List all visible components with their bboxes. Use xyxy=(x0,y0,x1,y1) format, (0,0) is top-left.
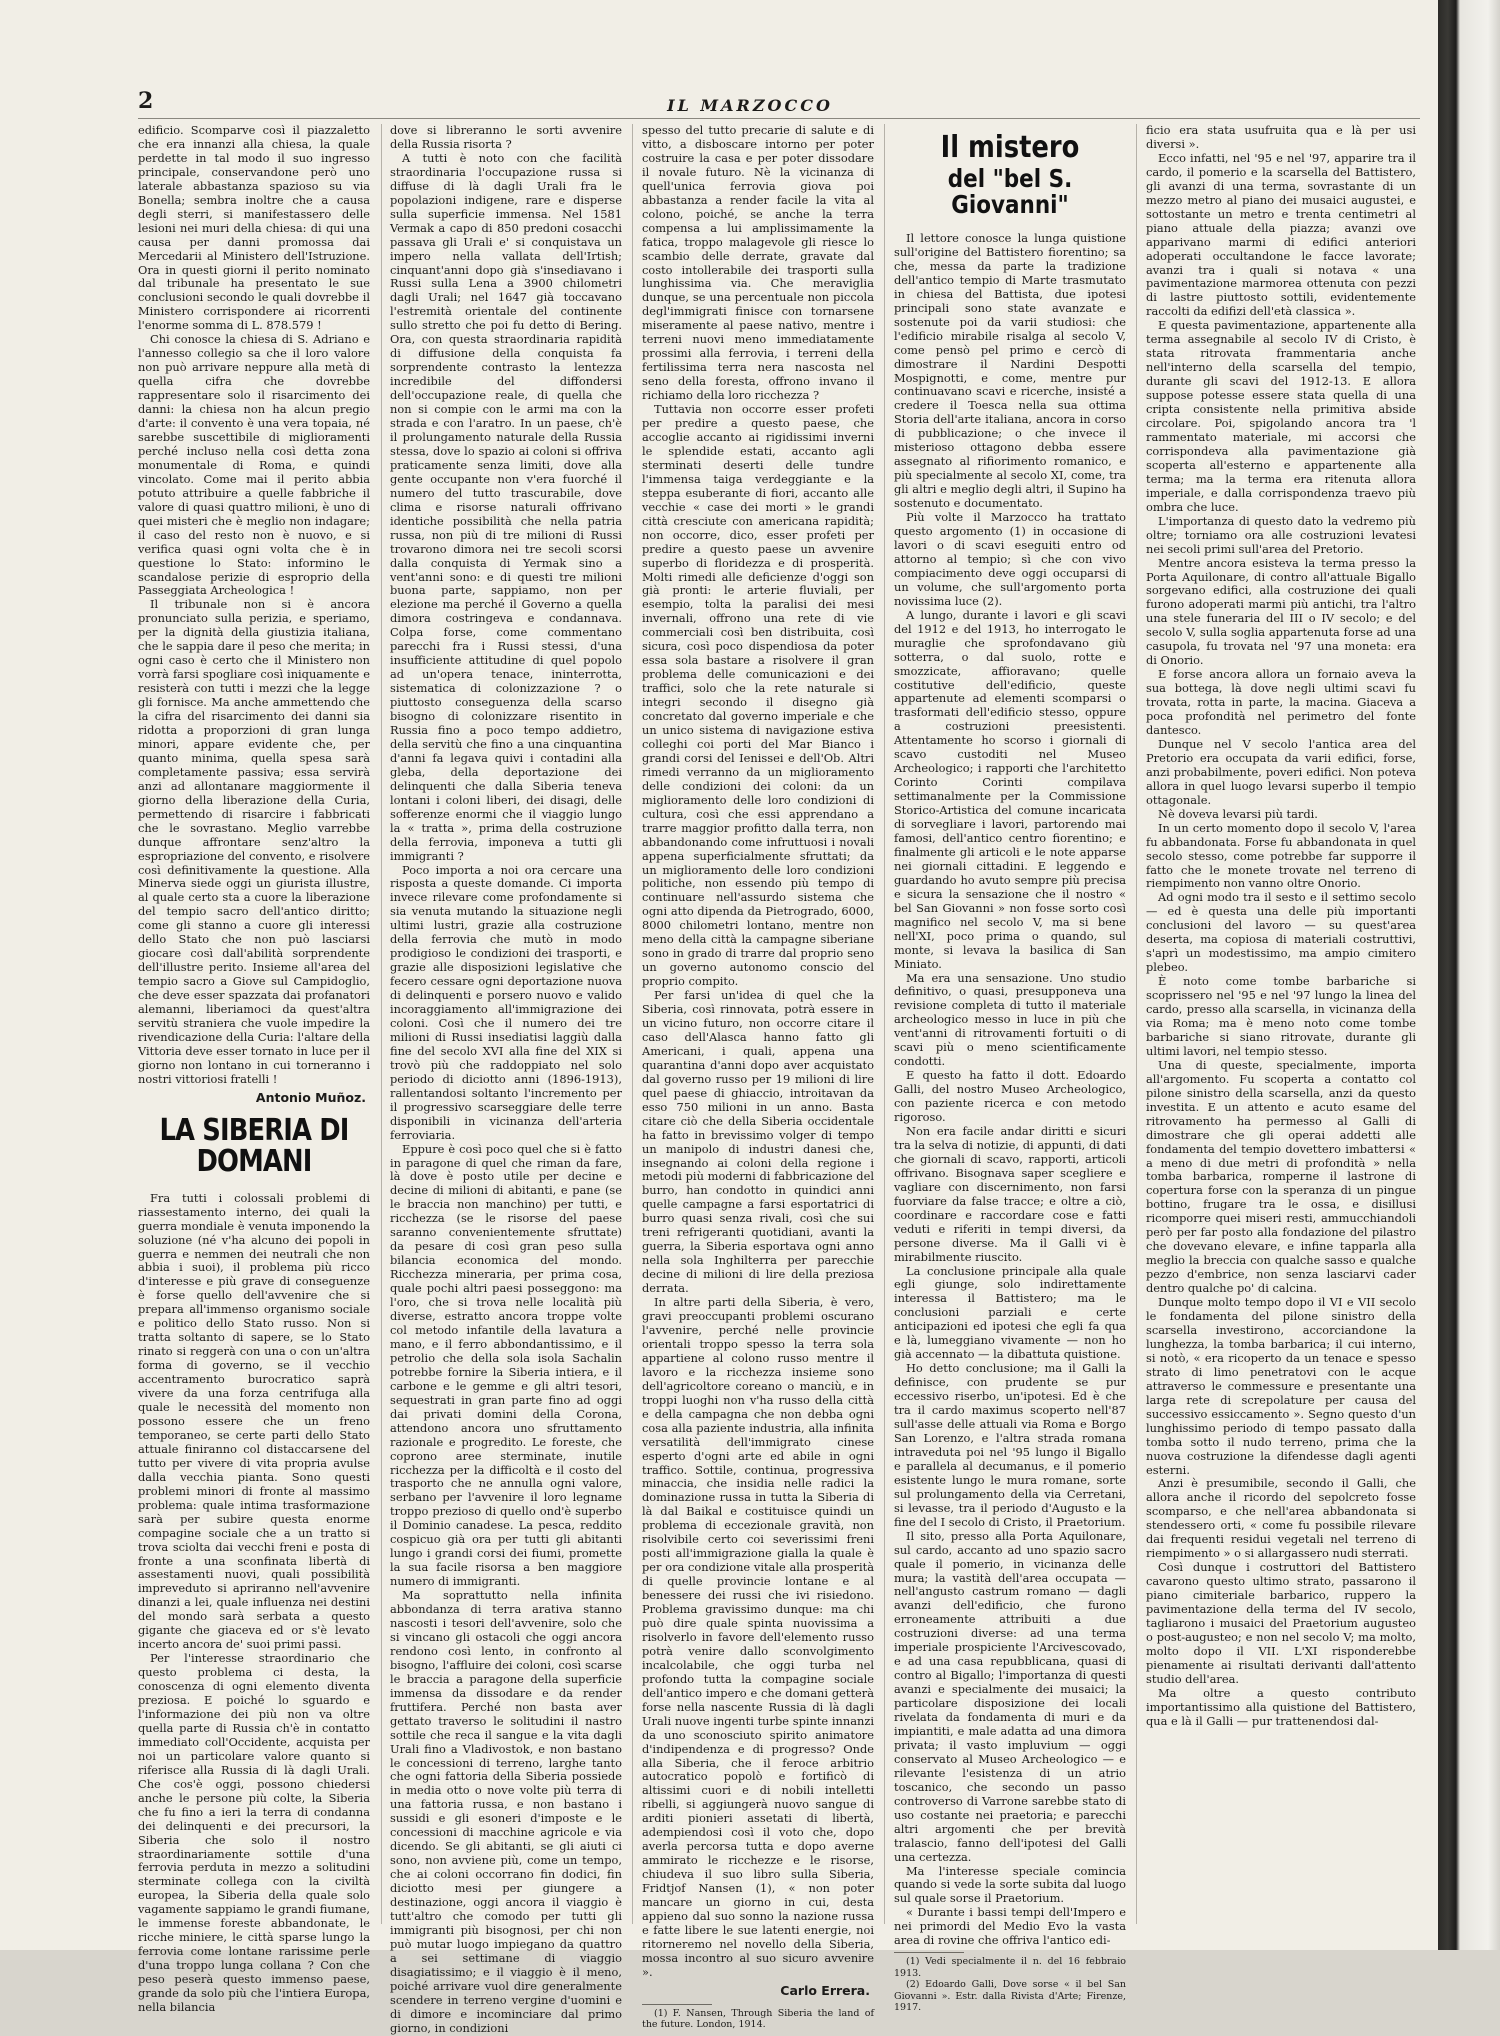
paragraph: E questo ha fatto il dott. Edoardo Galli, del nostro Museo Archeologico, con paziente ricerca e con metodo rigoroso. xyxy=(894,1068,1126,1125)
paragraph: Per farsi un'idea di quel che la Siberia, così rinnovata, potrà essere in un vicino futuro, non occorre citare il caso dell'Alasca hanno fatto gli Americani, i quali, appena una quarantina d'anni dopo aver acquistato dal governo russo per 19 milioni di lire quel paese di ghiaccio, introitavan da esso 750 milioni in un anno. Basta citare ciò che della Siberia occidentale ha fatto in brevissimo volger di tempo un manipolo di industri danesi che, insegnando ai coloni della regione i metodi più moderni di fabbricazione del burro, han condotto in quindici anni quelle campagne a farsi esportatrici di burro quasi senza rivali, così che sui treni refrigeranti quotidiani, avanti la guerra, la Siberia esportava ogni anno nella sola Inghilterra per parecchie decine di milioni di lire della preziosa derrata. xyxy=(642,988,874,1296)
paragraph: Il lettore conosce la lunga quistione sull'origine del Battistero fiorentino; sa che, messa da parte la tradizione dell'antico tempio di Marte trasmutato in chiesa del Battista, due ipotesi principali sono state avanzate e sostenute poi da varii studiosi: che l'edificio mirabile risalga al secolo V, come pensò pel primo e cercò di dimostrare il Nardini Despotti Mospignotti, e come, mentre pur continuavano scavi e ricerche, insisté a credere il Toesca nella sua ottima Storia dell'arte italiana, ancora in corso di pubblicazione; o che invece il misterioso ottagono debba essere assegnato al rifiorimento romanico, e più specialmente al secolo XI, come, tra gli altri e meglio degli altri, il Supino ha sostenuto e documentato. xyxy=(894,231,1126,511)
paragraph: Fra tutti i colossali problemi di riassestamento interno, dei quali la guerra mondiale è venuta imponendo la soluzione (né v'ha alcuno dei popoli in guerra e nemmen dei neutrali che non abbia i suoi), il problema più ricco d'interesse e più grave di conseguenze è forse quello dell'avvenire che si prepara all'immenso organismo sociale e politico dello Stato russo. Non si tratta soltanto di sapere, se lo Stato rinato si reggerà con una o con un'altra forma di governo, se il vecchio accentramento burocratico saprà vivere da una forza centrifuga alla quale le necessità del momento non possono essere che un freno temporaneo, se certe parti dello Stato attuale finiranno col distaccarsene del tutto per vivere di vita propria avulse dalla vecchia pianta. Sono questi problemi minori di fronte al massimo problema: quale intima trasformazione sarà per subire questa enorme compagine sociale che a un tratto si trova sciolta dai vecchi freni e posta di fronte a una sconfinata libertà di assestamenti nuovi, quali possibilità impreveduto si apriranno nell'avvenire dinanzi a lei, quale influenza nei destini del mondo sarà serbata a questo gigante che giaceva ed or s'è levato incerto ancora de' suoi primi passi. xyxy=(138,1190,370,1652)
column-divider xyxy=(632,124,633,1924)
paragraph: Il tribunale non si è ancora pronunciato sulla perizia, e speriamo, per la dignità della giustizia italiana, che le sappia dare il peso che merita; in ogni caso è certo che il Ministero non vorrà farsi spogliare così iniquamente e resisterà con tutti i mezzi che la legge gli fornisce. Ma anche ammettendo che la cifra del risarcimento dei danni sia ridotta a proporzioni di gran lunga minori, appare evidente che, per quanto minima, quella spesa sarà completamente passiva; essa servirà anzi ad allontanare maggiormente il giorno della liberazione della Curia, permettendo di risarcire i fabbricati che le sovrastano. Meglio varrebbe dunque affrontare senz'altro la espropriazione del convento, e risolvere così definitivamente la questione. Alla Minerva siede oggi un giurista illustre, al quale certo sta a cuore la liberazione del tempio sacro dell'antico diritto; come gli stanno a cuore gli interessi dello Stato che non può lasciarsi giocare così dall'abilità sorprendente dell'illustre perito. Insieme all'area del tempio sacro a Giove sul Campidoglio, che deve esser spazzata dai profanatori alemanni, liberiamoci da quest'altra servitù straniera che vuole impedire la rivendicazione della Curia: l'altare della Vittoria deve esser tornato in luce per il giorno non lontano in cui torneranno i nostri vittoriosi fratelli ! xyxy=(138,597,370,1086)
paragraph: Il sito, presso alla Porta Aquilonare, sul cardo, accanto ad uno spazio sacro quale il pomerio, in vicinanza delle mura; la vastità dell'area occupata — nell'angusto castrum romano — dagli avanzi dell'edificio, che furono erroneamente attribuiti a due costruzioni diverse: ad una terma imperiale prospiciente l'Arcivescovado, e ad una casa repubblicana, quasi di contro al Bigallo; l'importanza di questi avanzi e specialmente dei musaici; la particolare disposizione dei locali rivelata da fondamenta di muri e da impiantiti, e male adatta ad una dimora privata; il vasto impluvium — oggi conservato al Museo Archeologico — e rilevante l'esistenza di un atrio toscanico, che secondo un passo controverso di Varrone sarebbe stato di uso costante nei praetoria; e parecchi altri argomenti che per brevità tralascio, fanno dell'ipotesi del Galli una certezza. xyxy=(894,1528,1126,1864)
column-divider xyxy=(1136,124,1137,1924)
paragraph: Mentre ancora esisteva la terma presso la Porta Aquilonare, di contro all'attuale Bigallo sorgevano edifici, alla costruzione dei quali furono adoperati marmi più antichi, tra l'altro una stele funeraria del III o IV secolo; e del secolo V, sulla soglia appartenuta forse ad una casupola, fu trovata nel '97 una moneta: era di Onorio. xyxy=(1146,555,1416,668)
paragraph: E questa pavimentazione, appartenente alla terma assegnabile al secolo IV di Cristo, è stata ritrovata frammentaria anche nell'interno della scarsella del tempio, durante gli scavi del 1912-13. E allora suppose potesse essere stata quella di una cripta consistente nella primitiva abside circolare. Poi, spigolando ancora tra 'l rammentato materiale, mi accorsi che corrispondeva alla pavimentazione già scoperta all'esterno e appartenente alla terma; ma la terma era ritenuta allora imperiale, e dalla corrispondenza traevo più ombra che luce. xyxy=(1146,318,1416,514)
paragraph: Dunque molto tempo dopo il VI e VII secolo le fondamenta del pilone sinistro della scarsella investirono, accorciandone la lunghezza, la tomba barbarica; il cui interno, si notò, « era ricoperto da un tenace e spesso strato di limo penetratovi con le acque attraverso le commessure e presentante una larga rete di screpolature per causa del successivo essiccamento ». Segno questo d'un lunghissimo periodo di tempo passato dalla tomba sotto il nudo terreno, prima che la nuova costruzione la difendesse dagli agenti esterni. xyxy=(1146,1295,1416,1477)
paragraph: A lungo, durante i lavori e gli scavi del 1912 e del 1913, ho interrogato le muraglie che sprofondavano giù sotterra, o dal suolo, rotte e smozzicate, affioravano; quelle costitutive dell'edificio, queste appartenute ad elementi scomparsi o trasformati dell'edificio stesso, oppure a costruzioni preesistenti. Attentamente ho scorso i giornali di scavo custoditi nel Museo Archeologico; i rapporti che l'architetto Corinto Corinti compilava settimanalmente per la Commissione Storico-Artistica del comune incaricata di sorvegliare i lavori, partorendo mai famosi, dell'antico centro fiorentino; e finalmente gli articoli e le note apparse nei giornali cittadini. E leggendo e guardando ho avuto sempre più precisa e sicura la sensazione che il nostro « bel San Giovanni » non fosse sorto così magnifico nel secolo V, ma si bene nell'XI, poco prima o quando, sul monte, si levava la basilica di San Miniato. xyxy=(894,607,1126,971)
paragraph: ficio era stata usufruita qua e là per usi diversi ». xyxy=(1146,123,1416,151)
paragraph: Ma soprattutto nella infinita abbondanza di terra arativa stanno nascosti i tesori dell'avvenire, solo che si vincano gli ostacoli che oggi ancora rendono così lento, in confronto al bisogno, l'affluire dei coloni, così scarse le braccia a paragone della superficie immensa da dissodare e da render fruttifera. Perché non basta aver gettato traverso le solitudini il nastro sottile che reca il sangue e la vita dagli Urali fino a Vladivostok, e non bastano le concessioni di terreno, larghe tanto che ogni fattoria della Siberia possiede in media otto o nove volte più terra di una fattoria russa, e non bastano i sussidi e gli esoneri d'imposte e le concessioni di macchine agricole e via dicendo. Se gli abitanti, se gli aiuti ci sono, non avviene più, come un tempo, che ai coloni occorrano fin dodici, fin diciotto mesi per giungere a destinazione, oggi ancora il viaggio è tutt'altro che comodo per tutti gli immigranti più bisognosi, per chi non può mutar luogo impiegano da quattro a sei settimane di viaggio disagiatissimo; e il viaggio è il meno, poiché arrivare vuol dire generalmente scendere in terreno vergine d'uomini e di dimore e incominciare dal primo giorno, in condizioni xyxy=(390,1588,622,2035)
paragraph: Nè doveva levarsi più tardi. xyxy=(1158,806,1318,821)
paragraph: spesso del tutto precarie di salute e di vitto, a disboscare intorno per poter costruire la casa e per poter dissodare il novale futuro. Nè la vicinanza di quell'unica ferrovia giova poi abbastanza a render facile la vita al colono, poiché, se anche la terra compensa a lui amplissimamente la fatica, troppo malagevole gli riesce lo scambio delle derrate, gravate dal costo intollerabile dei trasporti sulla lunghissima via. Che meraviglia dunque, se una percentuale non piccola degl'immigrati finisce con tornarsene miseramente al paese nativo, mentre i terreni nuovi meno immediatamente prossimi alla ferrovia, i terreni della fertilissima terra nera nascosta nel seno della foresta, offrono invano il richiamo della loro ricchezza ? xyxy=(642,123,874,403)
book-binding-edge xyxy=(1438,0,1500,1950)
footnote: (1) F. Nansen, Through Siberia the land of the future. London, 1914. xyxy=(642,2007,874,2031)
paragraph: Ma era una sensazione. Uno studio definitivo, o quasi, presupponeva una revisione completa di tutto il materiale archeologico messo in luce in più che vent'anni di ritrovamenti fortuiti o di scavi più o meno scientificamente condotti. xyxy=(894,970,1126,1069)
column-divider xyxy=(884,124,885,1924)
paragraph: L'importanza di questo dato la vedremo più oltre; torniamo ora alle costruzioni levatesi nei secoli primi sull'area del Pretorio. xyxy=(1146,513,1416,556)
paragraph: Ecco infatti, nel '95 e nel '97, apparire tra il cardo, il pomerio e la scarsella del Battistero, gli avanzi di una terma, sovrastante di un mezzo metro al piano dei musaici augustei, e sottostante un metro e trenta centimetri al piano attuale della piazza; avanzi ove apparivano marmi di edifici anteriori adoperati occultandone le facce lavorate; avanzi tra i quali si notava « una pavimentazione marmorea ottenuta con pezzi di lastre piuttosto sottili, evidentemente raccolti da edifizi dell'età classica ». xyxy=(1146,150,1416,319)
footnote: (2) Edoardo Galli, Dove sorse « il bel San Giovanni ». Estr. dalla Rivista d'Arte; Firenze, 1917. xyxy=(894,1979,1126,2014)
paragraph: Anzi è presumibile, secondo il Galli, che allora anche il ricordo del sepolcreto fosse scomparso, e che nell'area abbandonata si stendessero orti, « come fu possibile rilevare dai frequenti residui vegetali nel terreno di riempimento » o si allargassero nudi sterrati. xyxy=(1146,1476,1416,1561)
article-headline: LA SIBERIA DI DOMANI xyxy=(159,1112,349,1180)
paragraph: E forse ancora allora un fornaio aveva la sua bottega, là dove negli ultimi scavi fu trovata, rotta in parte, la macina. Giaceva a poca profondità nel perimetro del fonte dantesco. xyxy=(1146,667,1416,737)
article-headline: Il mistero xyxy=(940,130,1080,165)
column-1 xyxy=(138,123,370,2014)
footnote-rule xyxy=(642,2004,712,2005)
column-4 xyxy=(894,124,1126,2014)
article-signature: Antonio Muñoz. xyxy=(255,1089,366,1105)
paragraph: In un certo momento dopo il secolo V, l'area fu abbandonata. Forse fu abbandonata in quel secolo stesso, come potrebbe far supporre il fatto che le monete trovate nel terreno di riempimento non vanno oltre Onorio. xyxy=(1146,820,1416,891)
paragraph: Dunque nel V secolo l'antica area del Pretorio era occupata da varii edifici, forse, anzi probabilmente, poveri edifici. Non poteva allora in quel luogo levarsi superbo il tempio ottagonale. xyxy=(1146,736,1416,807)
paragraph: Non era facile andar diritti e sicuri tra la selva di notizie, di appunti, di dati che giornali di scavo, rapporti, articoli offrivano. Bisognava saper scegliere e vagliare con discernimento, non farsi fuorviare da false tracce; e oltre a ciò, coordinare e raccordare cose e fatti veduti e riferiti in tempi diversi, da persone diverse. Ma il Galli vi è mirabilmente riuscito. xyxy=(894,1124,1126,1264)
paragraph: Ad ogni modo tra il sesto e il settimo secolo — ed è questa una delle più importanti conclusioni del lavoro — su quest'area deserta, ma copiosa di materiali costruttivi, s'aprì un modestissimo, ma ampio cimitero plebeo. xyxy=(1146,890,1416,975)
paragraph: Ho detto conclusione; ma il Galli la definisce, con prudente se pur eccessivo riserbo, un'ipotesi. Ed è che tra il cardo maximus scoperto nell'87 sull'asse delle attuali via Roma e Borgo San Lorenzo, e l'altra strada romana intraveduta poi nel '95 lungo il Bigallo e parallela al decumanus, e il pomerio esistente lungo le mura romane, sorte sul prolungamento della via Cerretani, si levasse, tra il periodo d'Augusto e la fine del I secolo di Cristo, il Praetorium. xyxy=(894,1361,1126,1529)
masthead: IL MARZOCCO xyxy=(667,96,833,115)
paragraph: Per l'interesse straordinario che questo problema ci desta, la conoscenza di ogni elemento diventa preziosa. E poiché lo sguardo e l'informazione dei più non va oltre quella parte di Russia ch'è in contatto immediato coll'Occidente, acquista per noi un particolare valore quanto si riferisce alla Russia di là dagli Urali. Che cos'è oggi, possono chiedersi anche le persone più colte, la Siberia che fu fino a ieri la terra di condanna dei delinquenti e dei precursori, la Siberia che solo il nostro straordinariamente sottile d'una ferrovia perduta in mezzo a solitudini sterminate collega con la civiltà europea, la Siberia della quale solo vagamente sappiamo le grandi fiumane, le immense foreste abbandonate, le ricche miniere, le città sparse lungo la ferrovia come lontane rarissime perle d'una troppo lunga collana ? Con che peso peserà questo immenso paese, grande da solo più che l'intiera Europa, nella bilancia xyxy=(138,1651,370,2014)
column-2 xyxy=(390,123,622,2035)
paragraph: La conclusione principale alla quale egli giunge, solo indirettamente interessa il Battistero; ma le conclusioni parziali e certe anticipazioni ed ipotesi che egli fa qua e là, lumeggiano vivamente — non ho già accennato — la dibattuta quistione. xyxy=(894,1263,1126,1362)
article-subheadline: del "bel S. Giovanni" xyxy=(947,163,1073,219)
paragraph: A tutti è noto con che facilità straordinaria l'occupazione russa si diffuse di là dagli Urali fra le popolazioni indigene, rare e disperse sulla superficie immensa. Nel 1581 Vermak a capo di 850 predoni cosacchi passava gli Urali e' si conquistava un impero nella vallata dell'Irtish; cinquant'anni dopo già s'insediavano i Russi sulla Lena a 3900 chilometri dagli Urali; nel 1647 già toccavano l'estremità orientale del continente sullo stretto che poi fu detto di Bering. Ora, con questa straordinaria rapidità di diffusione della conquista fa sorprendente contrasto la lentezza incredibile del diffondersi dell'occupazione reale, di quella che non si compie con le armi ma con la strada e con l'aratro. In un paese, ch'è il prolungamento naturale della Russia stessa, dove lo spazio ai coloni si offriva praticamente senza limiti, dove alla gente occupante non v'era fuorché il numero del tutto trascurabile, dove clima e risorse naturali offrivano identiche possibilità che nella patria russa, non più di tre milioni di Russi trovarono dimora nei tre secoli scorsi dalla conquista di Yermak sino a vent'anni sono: e di questi tre milioni buona parte, sappiamo, non per elezione ma perché il Governo a quella dimora costringeva e condannava. Colpa forse, come commentano parecchi fra i Russi stessi, d'una insufficiente attitudine di quel popolo ad un'opera tenace, ininterrotta, sistematica di colonizzazione ? o piuttosto conseguenza della scarso bisogno di colonizzare risentito in Russia fino a poco tempo addietro, della servitù che fino a una cinquantina d'anni fa legava quivi i contadini alla gleba, della deportazione dei delinquenti che dalla Siberia teneva lontani i coloni liberi, dei disagi, delle sofferenze enormi che il viaggio lungo la « tratta », prima della costruzione della ferrovia, imponeva a tutti gli immigranti ? xyxy=(390,150,622,863)
paragraph: Più volte il Marzocco ha trattato questo argomento (1) in occasione di lavori o di scavi eseguiti entro od attorno al tempio; sì che con vivo compiacimento deve oggi occuparsi di un volume, che sull'argomento porta novissima luce (2). xyxy=(894,510,1126,608)
paragraph: dove si libreranno le sorti avvenire della Russia risorta ? xyxy=(390,123,622,151)
paragraph: Così dunque i costruttori del Battistero cavarono questo ultimo strato, passarono il piano cimiteriale barbarico, ruppero la pavimentazione della terma del IV secolo, tagliarono i musaici del Praetorium augusteo o post-augusteo; e non nel secolo V; ma molto, molto dopo il VII. L'XI risponderebbe pienamente ai risultati derivanti dall'attento studio dell'area. xyxy=(1146,1560,1416,1686)
paragraph: Poco importa a noi ora cercare una risposta a queste domande. Ci importa invece rilevare come profondamente si sia venuta mutando la situazione negli ultimi lustri, grazie alla costruzione della ferrovia che mutò in modo prodigioso le condizioni dei trasporti, e grazie alle disposizioni legislative che fecero cessare ogni deportazione nuova di delinquenti e porsero nuovo e valido incoraggiamento all'immigrazione dei coloni. Così che il numero dei tre milioni di Russi insediatisi laggiù dalla fine del secolo XVI alla fine del XIX si trovò più che raddoppiato nel solo periodo di diciotto anni (1896-1913), rallentandosi soltanto l'incremento per il progressivo scarseggiare delle terre disponibili in vicinanza dell'arteria ferroviaria. xyxy=(390,862,622,1142)
paragraph: Tuttavia non occorre esser profeti per predire a questo paese, che accoglie accanto ai rigidissimi inverni le splendide estati, accanto agli sterminati deserti delle tundre l'immensa taiga verdeggiante e la steppa esuberante di fiori, accanto alle vecchie « case dei morti » le grandi città cresciute con americana rapidità; non occorre, dico, esser profeti per predire a questo paese un avvenire superbo di floridezza e di prosperità. Molti rimedi alle deficienze d'oggi son già pronti: le arterie fluviali, per esempio, tolta la paralisi dei mesi invernali, offrono una rete di vie commerciali così ben distribuita, così sicura, così poco dispendiosa da poter essa sola bastare a risolvere il gran problema delle comunicazioni e dei traffici, solo che la rete naturale si integri secondo il disegno già concretato dal governo imperiale e che un unico sistema di navigazione estiva colleghi coi porti del Mar Bianco i grandi corsi del Ienissei e dell'Ob. Altri rimedi verranno da un miglioramento delle condizioni dei coloni: da un miglioramento delle loro condizioni di cultura, così che essi apprendano a trarre maggior profitto dalla terra, non abbandonando come infruttuosi i novali appena superficialmente sfruttati; da un miglioramento delle loro condizioni politiche, non essendo più tempo di continuare nell'assurdo sistema che ogni atto dipenda da Pietrogrado, 6000, 8000 chilometri lontano, mentre non meno della città la campagne siberiane sono in grado di trarre dal proprio seno un governo autonomo conscio del proprio compito. xyxy=(642,402,874,989)
page-number: 2 xyxy=(138,88,154,114)
column-divider xyxy=(381,124,382,1924)
article-signature: Carlo Errera. xyxy=(780,1982,870,1998)
paragraph: Una di queste, specialmente, importa all'argomento. Fu scoperta a contatto col pilone sinistro della scarsella, anzi da questo investita. E un attento e acuto esame del ritrovamento ha permesso al Galli di dimostrare che gli operai addetti alle fondamenta del tempio dovettero imbattersi « a meno di due metri di profondità » nella tomba barbarica, romperne il lastrone di copertura forse con la speranza di un pingue bottino, frugare tra le ossa, e disillusi ricomporre quei miseri resti, ammucchiandoli però per far posto alla fondazione del pilastro che dovevano elevare, e infine tapparla alla meglio la breccia con qualche sasso e qualche pezzo d'embrice, non senza lasciarvi cader dentro qualche po' di calcina. xyxy=(1146,1057,1416,1296)
footnote: (1) Vedi specialmente il n. del 16 febbraio 1913. xyxy=(894,1956,1126,1979)
paragraph: In altre parti della Siberia, è vero, gravi preoccupanti problemi oscurano l'avvenire, perché nelle provincie orientali troppo spesso la terra sola appartiene al colono russo mentre il lavoro e la ricchezza insieme sono dell'agricoltore coreano o manciù, e in troppi luoghi non v'ha russo della città e della campagna che non debba ogni cosa alla paziente industria, alla infinita versatilità dell'immigrato cinese esperto d'ogni arte ed abile in ogni traffico. Sottile, continua, progressiva minaccia, che insidia nelle radici la dominazione russa in tutta la Siberia di là dal Baikal e costituisce quindi un problema di eccezionale gravità, non risolvibile certo coi severissimi freni posti all'immigrazione gialla la quale è per ora condizione vitale alla prosperità di quelle provincie lontane e al benessere dei russi che ivi risiedono. Problema gravissimo dunque: ma chi può dire quale spinta nuovissima a risolverlo in favore dell'elemento russo potrà venire dallo sconvolgimento incalcolabile, che oggi turba nel profondo tutta la compagine sociale dell'antico impero e che domani getterà forse nella nascente Russia di là dagli Urali nuove ingenti turbe spinte innanzi da uno sconosciuto spirito animatore d'indipendenza e di progresso? Onde alla Siberia, che il feroce arbitrio autocratico popolò e fortificò di altissimi cuori e di nobili intelletti ribelli, si aggiungerà nuovo sangue di arditi pionieri assetati di libertà, adempiendosi così il voto che, dopo averla percorsa tutta e dopo averne ammirato le ricchezze e le risorse, chiudeva il suo libro sulla Siberia, Fridtjof Nansen (1), « non poter mancare un giorno in cui, desta appieno dal suo sonno la nazione russa e fatte libere le sue latenti energie, noi ritorneremo nel novello della Siberia, mossa incontro al suo sicuro avvenire ». xyxy=(642,1295,874,1979)
paragraph: Ma l'interesse speciale comincia quando si vede la sorte subita dal luogo sul quale sorse il Praetorium. xyxy=(894,1863,1126,1906)
header-rule xyxy=(138,118,1420,119)
paragraph: Eppure è così poco quel che si è fatto in paragone di quel che riman da fare, là dove è posto utile per decine e decine di milioni di abitanti, e pane (se le braccia non manchino) per tutti, e ricchezza (se le risorse del paese saranno convenientemente sfruttate) da pesare di così gran peso sulla bilancia economica del mondo. Ricchezza mineraria, per prima cosa, quale pochi altri paesi posseggono: ma l'oro, che si trova nelle località più diverse, estratto ancora troppe volte col metodo infantile della lavatura a mano, e il ferro abbondantissimo, e il petrolio che della sola isola Sachalin potrebbe fornire la Siberia intiera, e il carbone e le gemme e gli altri tesori, sequestrati in gran parte fino ad oggi dai privati domini della Corona, attendono ancora uno sfruttamento razionale e progredito. Le foreste, che coprono aree sterminate, inutile ricchezza per la difficoltà e il costo del trasporto che ne annulla ogni valore, serbano per l'avvenire il loro legname troppo prezioso di quello ond'è superbo il Dominio canadese. La pesca, reddito cospicuo già ora per tutti gli abitanti lungo i grandi corsi dei fiumi, promette la sua facile risorsa a ben maggiore numero di immigranti. xyxy=(390,1141,622,1589)
column-3 xyxy=(642,123,874,2031)
footnote-rule xyxy=(894,1952,964,1953)
paragraph: « Durante i bassi tempi dell'Impero e nei primordi del Medio Evo la vasta area di rovine che offriva l'antico edi- xyxy=(894,1905,1126,1948)
paragraph: Ma oltre a questo contributo importantissimo alla quistione del Battistero, qua e là il Galli — pur trattenendosi dal- xyxy=(1146,1685,1416,1728)
paragraph: È noto come tombe barbariche si scoprissero nel '95 e nel '97 lungo la linea del cardo, presso alla scarsella, in vicinanza della via Roma; ma è meno noto come tombe barbariche si siano ritrovate, durante gli ultimi lavori, nel tempio stesso. xyxy=(1146,974,1416,1058)
column-5 xyxy=(1146,124,1416,1924)
paragraph: edificio. Scomparve così il piazzaletto che era innanzi alla chiesa, la quale perdette in tal modo il suo ingresso principale, conservandone però uno laterale abbastanza spazioso su via Bonella; sembra inoltre che a causa degli sterri, si manifestassero delle lesioni nei muri della chiesa: di qui una causa per danni promossa dai Mercedarii al Ministero dell'Istruzione. Ora in questi giorni il perito nominato dal tribunale ha presentato le sue conclusioni secondo le quali dovrebbe il Ministero corrispondere ai ricorrenti l'enorme somma di L. 878.579 ! xyxy=(138,123,370,333)
paragraph: Chi conosce la chiesa di S. Adriano e l'annesso collegio sa che il loro valore non può arrivare neppure alla metà di quella cifra che dovrebbe rappresentare solo il risarcimento dei danni: la chiesa non ha alcun pregio d'arte: il convento è una vera topaia, né sarebbe suscettibile di miglioramenti perché incluso nella così detta zona monumentale di Roma, e quindi vincolato. Come mai il perito abbia potuto attribuire a quelle fabbriche il valore di quasi quattro milioni, è uno di quei misteri che è meglio non indagare; il caso del resto non è nuovo, e si verifica quasi ogni volta che è in questione lo Stato: informino le scandalose perizie di esproprio della Passeggiata Archeologica ! xyxy=(138,332,370,598)
